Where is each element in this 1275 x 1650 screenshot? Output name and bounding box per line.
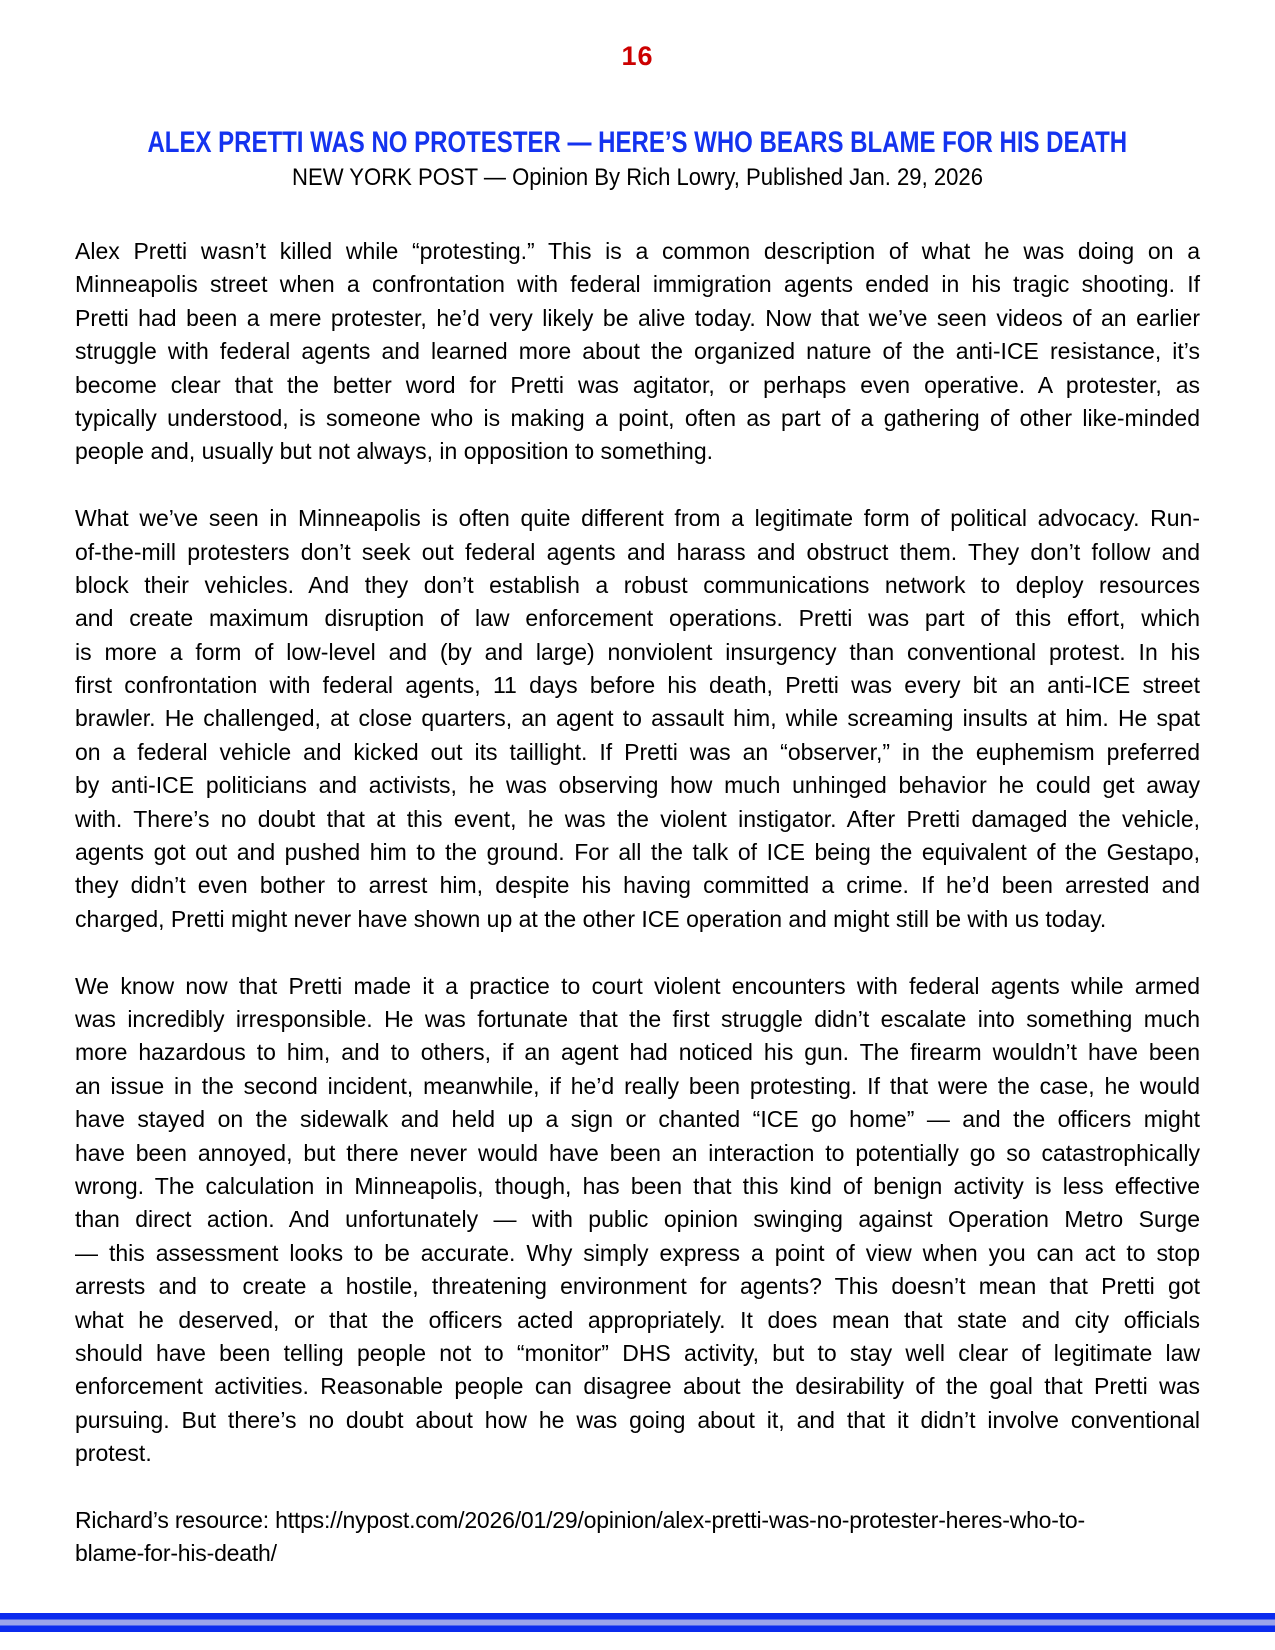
text-line: and create maximum disruption of law enforcement operations. Pretti was part of this effort, which — [75, 605, 1200, 632]
text-line: wrong. The calculation in Minneapolis, though, has been that this kind of benign activity is less effective — [75, 1172, 1200, 1199]
text-line: enforcement activities. Reasonable people can disagree about the desirability of the goal that Pretti was — [75, 1373, 1200, 1400]
text-line: arrests and to create a hostile, threatening environment for agents? This doesn’t mean that Pretti got — [75, 1273, 1200, 1300]
text-line: people and, usually but not always, in opposition to something. — [75, 438, 714, 465]
paragraph — [75, 502, 1200, 936]
text-line: with. There’s no doubt that at this event, he was the violent instigator. After Pretti damaged the vehicle, — [75, 805, 1200, 832]
text-line: more hazardous to him, and to others, if an agent had noticed his gun. The firearm wouldn’t have been — [75, 1039, 1200, 1066]
page-number: 16 — [621, 41, 654, 71]
text-line: blame-for-his-death/ — [75, 1540, 277, 1567]
article-body — [75, 235, 1200, 1571]
article-byline — [0, 164, 1275, 192]
article-byline-text: NEW YORK POST — Opinion By Rich Lowry, Published Jan. 29, 2026 — [292, 164, 983, 191]
text-line: struggle with federal agents and learned more about the organized nature of the anti-ICE resistance, it’s — [75, 338, 1200, 365]
text-line: agents got out and pushed him to the ground. For all the talk of ICE being the equivalent of the Gestapo, — [75, 839, 1200, 866]
text-line: become clear that the better word for Pretti was agitator, or perhaps even operative. A protester, as — [75, 371, 1200, 398]
paragraph — [75, 970, 1200, 1471]
text-line: what he deserved, or that the officers acted appropriately. It does mean that state and city officials — [75, 1306, 1200, 1333]
text-line: an issue in the second incident, meanwhile, if he’d really been protesting. If that were the case, he would — [75, 1072, 1200, 1099]
footer-rule — [0, 1613, 1275, 1632]
text-line: of-the-mill protesters don’t seek out federal agents and harass and obstruct them. They don’t follow and — [75, 538, 1200, 565]
text-line: pursuing. But there’s no doubt about how he was going about it, and that it didn’t involve conventional — [75, 1406, 1200, 1433]
text-line: should have been telling people not to “monitor” DHS activity, but to stay well clear of legitimate law — [75, 1339, 1200, 1366]
paragraph — [75, 1504, 1200, 1571]
text-line: charged, Pretti might never have shown up at the other ICE operation and might still be with us today. — [75, 905, 1107, 932]
text-line: block their vehicles. And they don’t establish a robust communications network to deploy resources — [75, 571, 1200, 598]
text-line: was incredibly irresponsible. He was fortunate that the first struggle didn’t escalate into something much — [75, 1005, 1200, 1032]
paragraph — [75, 235, 1200, 469]
text-line: Minneapolis street when a confrontation with federal immigration agents ended in his tragic shooting. If — [75, 271, 1200, 298]
text-line: brawler. He challenged, at close quarters, an agent to assault him, while screaming insults at him. He spat — [75, 705, 1200, 732]
text-line: What we’ve seen in Minneapolis is often quite different from a legitimate form of political advocacy. Run- — [75, 505, 1200, 532]
text-line: We know now that Pretti made it a practice to court violent encounters with federal agents while armed — [75, 972, 1200, 999]
text-line: they didn’t even bother to arrest him, despite his having committed a crime. If he’d been arrested and — [75, 872, 1200, 899]
text-line: than direct action. And unfortunately — with public opinion swinging against Operation Metro Surge — [75, 1206, 1200, 1233]
text-line: is more a form of low-level and (by and large) nonviolent insurgency than conventional protest. In his — [75, 638, 1200, 665]
text-line: Richard’s resource: https://nypost.com/2026/01/29/opinion/alex-pretti-was-no-protester-heres-who-to- — [75, 1506, 1085, 1533]
article-headline — [0, 126, 1275, 160]
text-line: protest. — [75, 1440, 152, 1467]
text-line: by anti-ICE politicians and activists, he was observing how much unhinged behavior he could get away — [75, 772, 1200, 799]
text-line: have been annoyed, but there never would have been an interaction to potentially go so catastrophically — [75, 1139, 1200, 1166]
text-line: Pretti had been a mere protester, he’d very likely be alive today. Now that we’ve seen videos of an earlier — [75, 304, 1200, 331]
text-line: have stayed on the sidewalk and held up a sign or chanted “ICE go home” — and the officers might — [75, 1106, 1200, 1133]
text-line: — this assessment looks to be accurate. Why simply express a point of view when you can act to stop — [75, 1239, 1200, 1266]
article-headline-text: ALEX PRETTI WAS NO PROTESTER — HERE’S WHO BEARS BLAME FOR HIS DEATH — [147, 126, 1128, 159]
text-line: first confrontation with federal agents, 11 days before his death, Pretti was every bit an anti-ICE street — [75, 672, 1200, 699]
text-line: on a federal vehicle and kicked out its taillight. If Pretti was an “observer,” in the euphemism preferred — [75, 738, 1200, 765]
text-line: typically understood, is someone who is making a point, often as part of a gathering of other like-minded — [75, 404, 1200, 431]
text-line: Alex Pretti wasn’t killed while “protesting.” This is a common description of what he was doing on a — [75, 238, 1200, 264]
